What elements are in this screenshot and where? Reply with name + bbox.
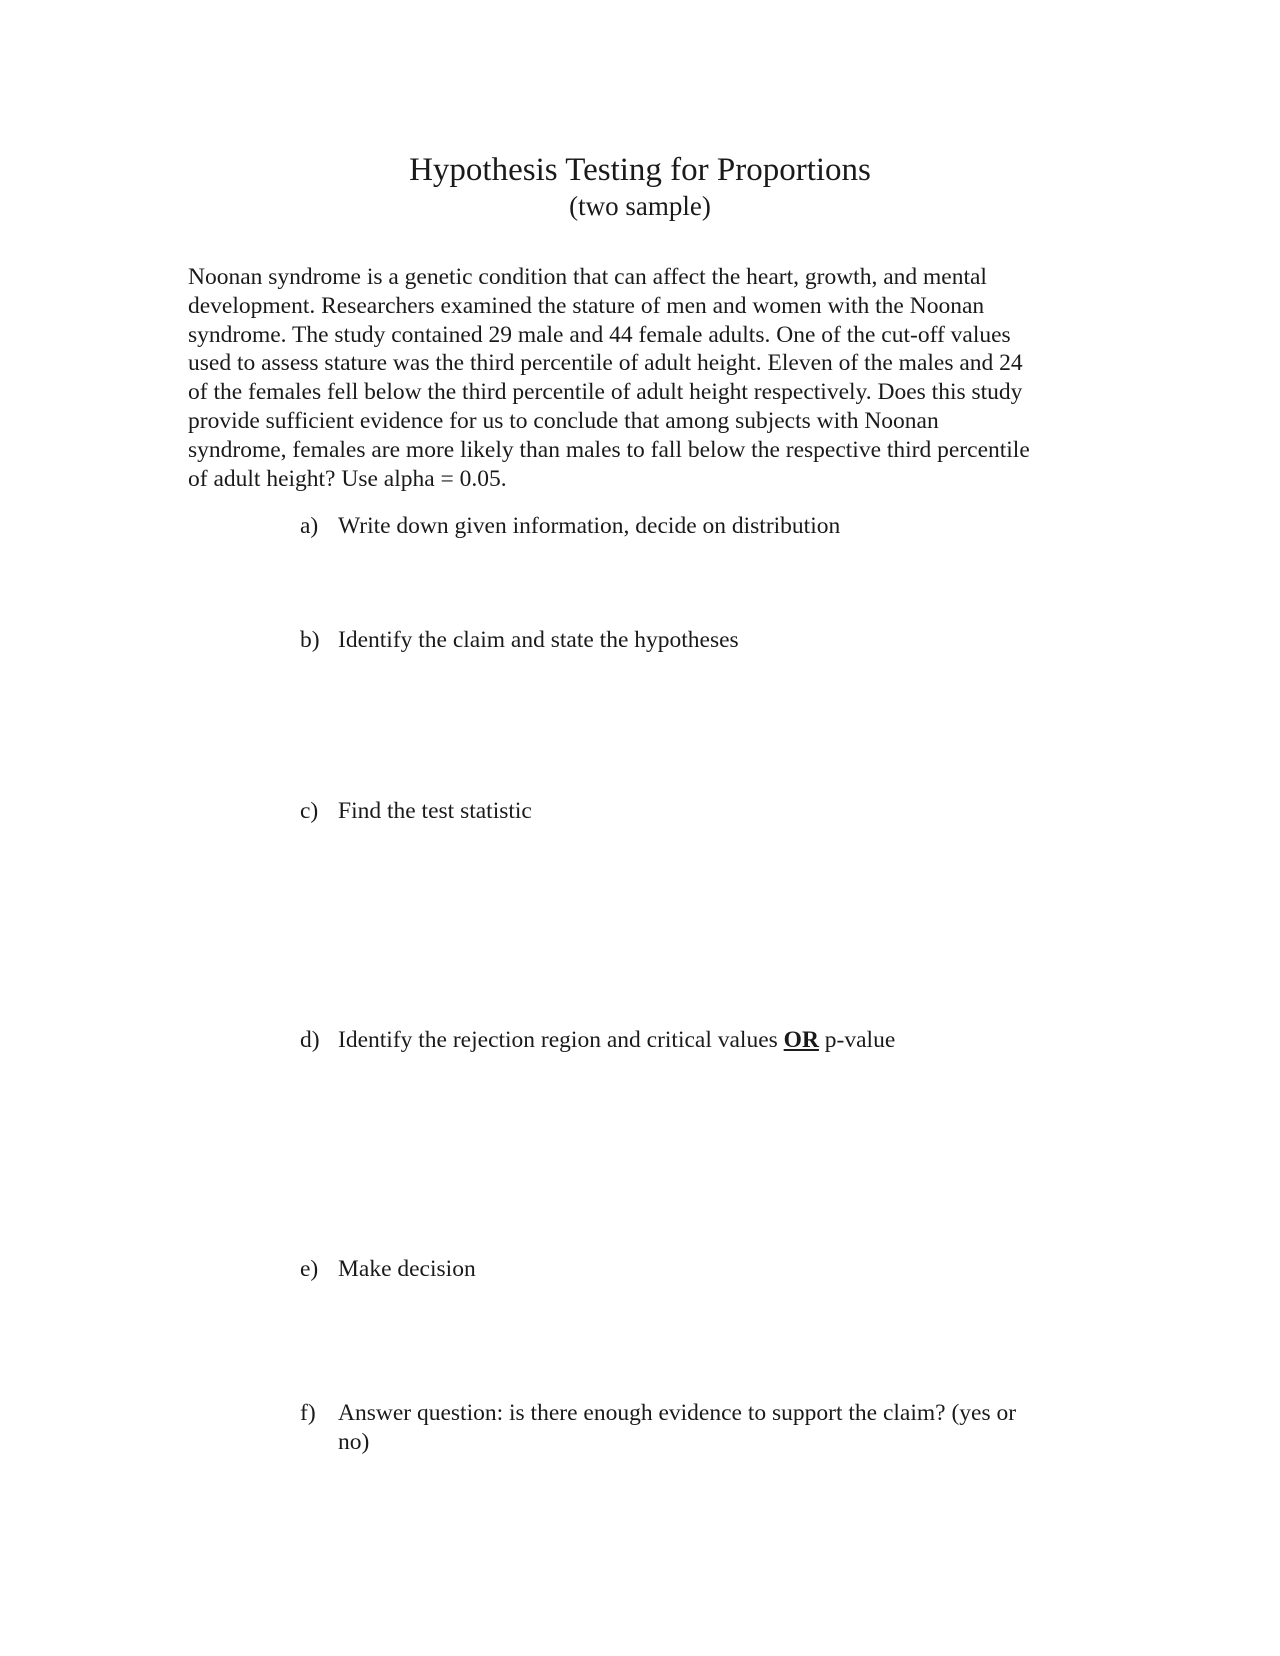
question-text-line: Find the test statistic xyxy=(338,798,532,824)
problem-line: provide sufficient evidence for us to conclude that among subjects with Noonan xyxy=(188,407,939,434)
question-text-line: Identify the claim and state the hypotheses xyxy=(338,627,739,653)
question-text xyxy=(338,626,1080,655)
problem-line: syndrome. The study contained 29 male and 44 female adults. One of the cut-off values xyxy=(188,321,1011,348)
question-b xyxy=(300,626,1080,655)
question-label: c) xyxy=(300,798,319,824)
problem-line: Noonan syndrome is a genetic condition that can affect the heart, growth, and mental xyxy=(188,264,987,290)
question-text-before: Identify the rejection region and critical values xyxy=(338,1027,784,1053)
question-d xyxy=(300,1026,1080,1055)
question-label: a) xyxy=(300,513,319,539)
question-text xyxy=(338,512,1080,541)
question-text-line: Write down given information, decide on distribution xyxy=(338,513,841,539)
question-text xyxy=(338,1255,1080,1284)
question-text-line: Make decision xyxy=(338,1256,476,1282)
page-title: Hypothesis Testing for Proportions xyxy=(409,152,871,188)
question-text xyxy=(338,1399,1080,1457)
question-label: b) xyxy=(300,627,320,653)
question-text-line: Answer question: is there enough evidence to support the claim? (yes or xyxy=(338,1400,1017,1426)
question-label: e) xyxy=(300,1256,319,1282)
page-subtitle: (two sample) xyxy=(569,191,711,221)
problem-statement xyxy=(188,263,1088,493)
question-f xyxy=(300,1399,1080,1457)
question-label: d) xyxy=(300,1027,320,1053)
question-text-line: no) xyxy=(338,1429,370,1455)
question-c xyxy=(300,797,1080,826)
problem-line: syndrome, females are more likely than males to fall below the respective third percentile xyxy=(188,436,1030,463)
problem-line: development. Researchers examined the stature of men and women with the Noonan xyxy=(188,292,985,319)
question-text xyxy=(338,797,1080,826)
emphasis-or: OR xyxy=(783,1027,819,1053)
question-text-after: p-value xyxy=(818,1027,896,1053)
question-e xyxy=(300,1255,1080,1284)
problem-line: of adult height? Use alpha = 0.05. xyxy=(188,465,507,492)
problem-line: of the females fell below the third percentile of adult height respectively. Does this study xyxy=(188,379,1023,406)
question-text-line xyxy=(338,1026,1080,1055)
question-a xyxy=(300,512,1080,541)
problem-line: used to assess stature was the third percentile of adult height. Eleven of the males and 24 xyxy=(188,350,1023,377)
question-label: f) xyxy=(300,1400,316,1426)
question-text xyxy=(338,1026,1080,1055)
